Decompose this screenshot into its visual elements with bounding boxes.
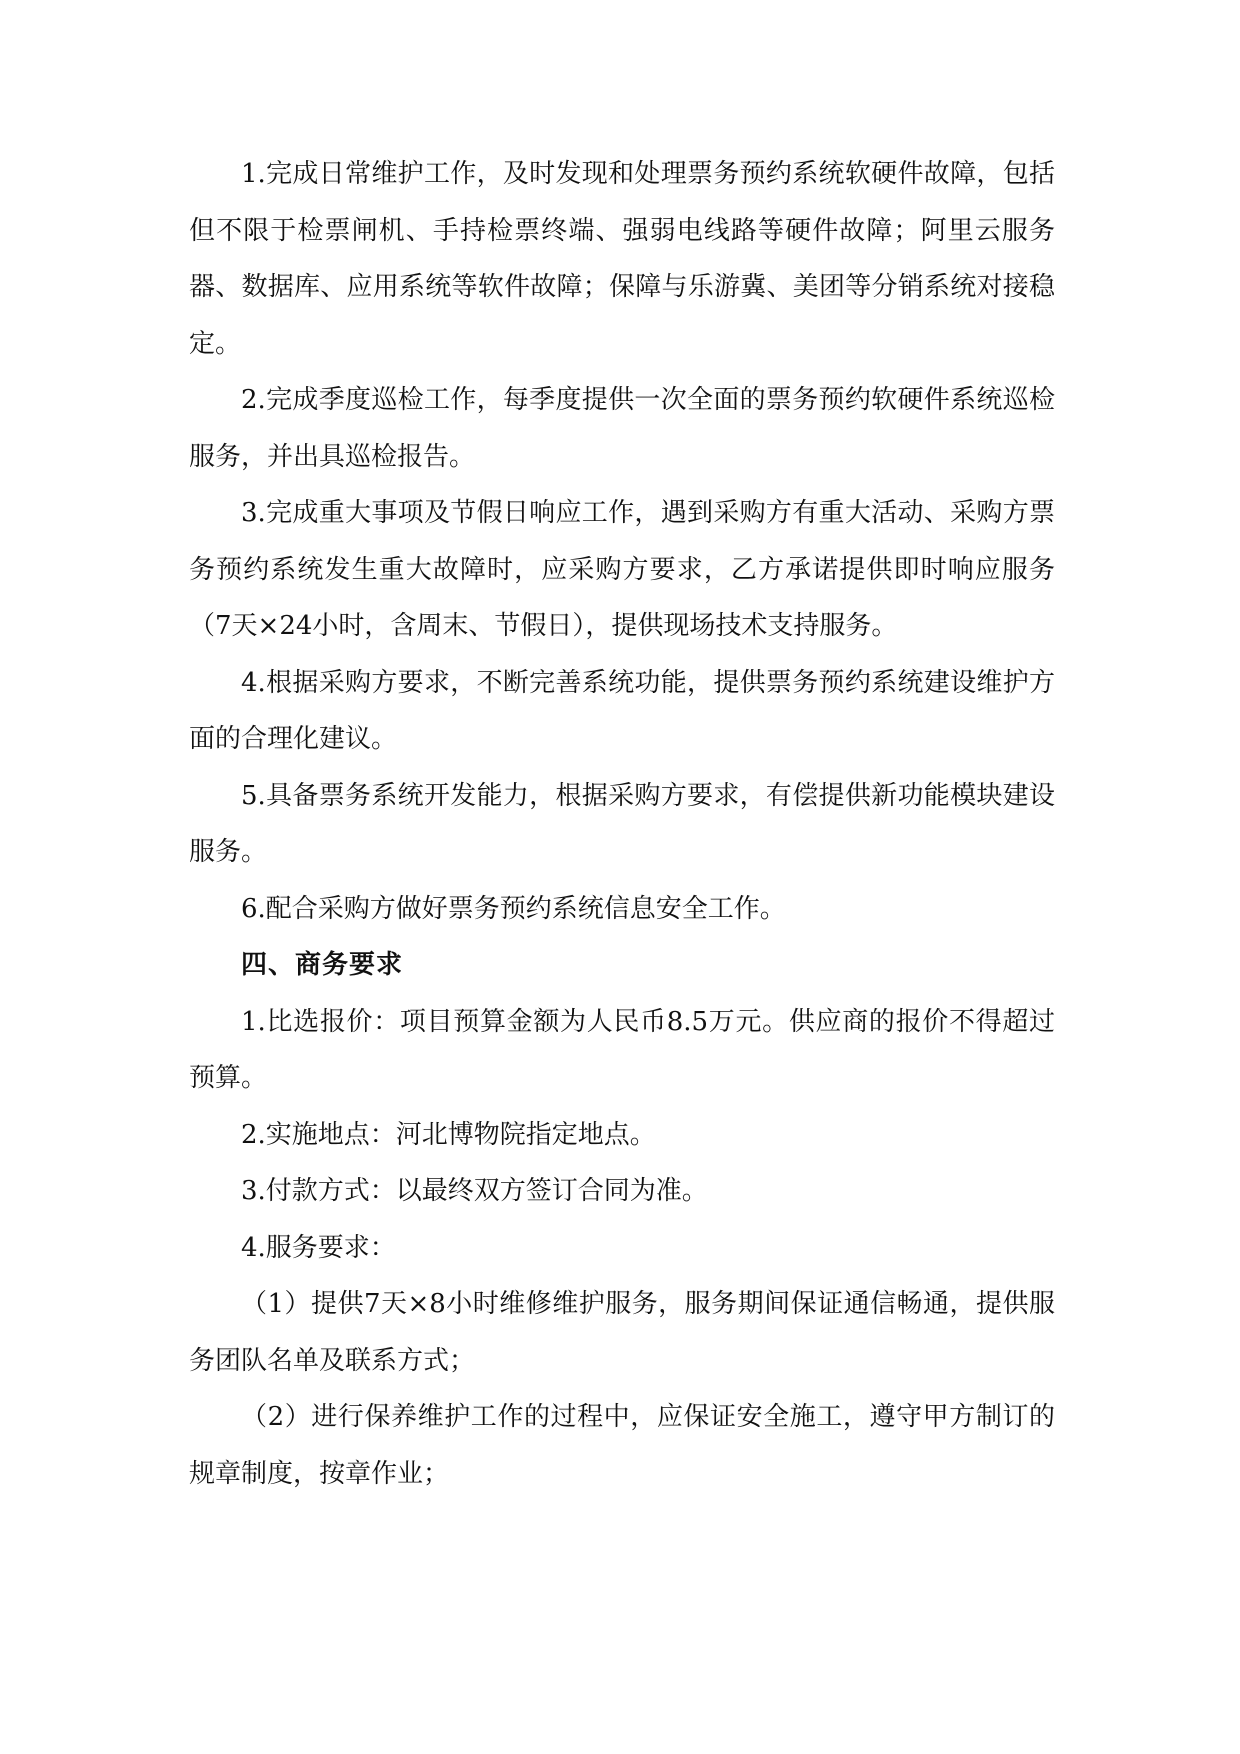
- paragraph-maintenance-6: 6.配合采购方做好票务预约系统信息安全工作。: [241, 893, 786, 924]
- paragraph-maintenance-4: 4.根据采购方要求，不断完善系统功能，提供票务预约系统建设维护方面的合理化建议。: [189, 667, 1055, 754]
- paragraph-maintenance-1: 1.完成日常维护工作，及时发现和处理票务预约系统软硬件故障，包括但不限于检票闸机、手持检票终端、强弱电线路等硬件故障；阿里云服务器、数据库、应用系统等软件故障；保障与乐游冀、美团等分销系统对接稳定。: [189, 159, 1055, 359]
- paragraph-maintenance-2: 2.完成季度巡检工作，每季度提供一次全面的票务预约软硬件系统巡检服务，并出具巡检报告。: [189, 385, 1055, 472]
- paragraph-maintenance-5: 5.具备票务系统开发能力，根据采购方要求，有偿提供新功能模块建设服务。: [189, 780, 1055, 867]
- paragraph-service-2: （2）进行保养维护工作的过程中，应保证安全施工，遵守甲方制订的规章制度，按章作业；: [189, 1402, 1055, 1489]
- paragraph-maintenance-3: 3.完成重大事项及节假日响应工作，遇到采购方有重大活动、采购方票务预约系统发生重大故障时，应采购方要求，乙方承诺提供即时响应服务（7天×24小时，含周末、节假日），提供现场技术支持服务。: [189, 498, 1055, 641]
- section-heading-business-requirements: 四、商务要求: [241, 950, 404, 980]
- document-body: [189, 146, 1055, 1502]
- paragraph-service-1: （1）提供7天×8小时维修维护服务，服务期间保证通信畅通，提供服务团队名单及联系方式；: [189, 1289, 1055, 1376]
- paragraph-business-3: 3.付款方式：以最终双方签订合同为准。: [241, 1176, 708, 1206]
- paragraph-business-2: 2.实施地点：河北博物院指定地点。: [241, 1119, 656, 1150]
- paragraph-business-4: 4.服务要求：: [241, 1232, 396, 1263]
- paragraph-business-1: 1.比选报价：项目预算金额为人民币8.5万元。供应商的报价不得超过预算。: [189, 1006, 1055, 1093]
